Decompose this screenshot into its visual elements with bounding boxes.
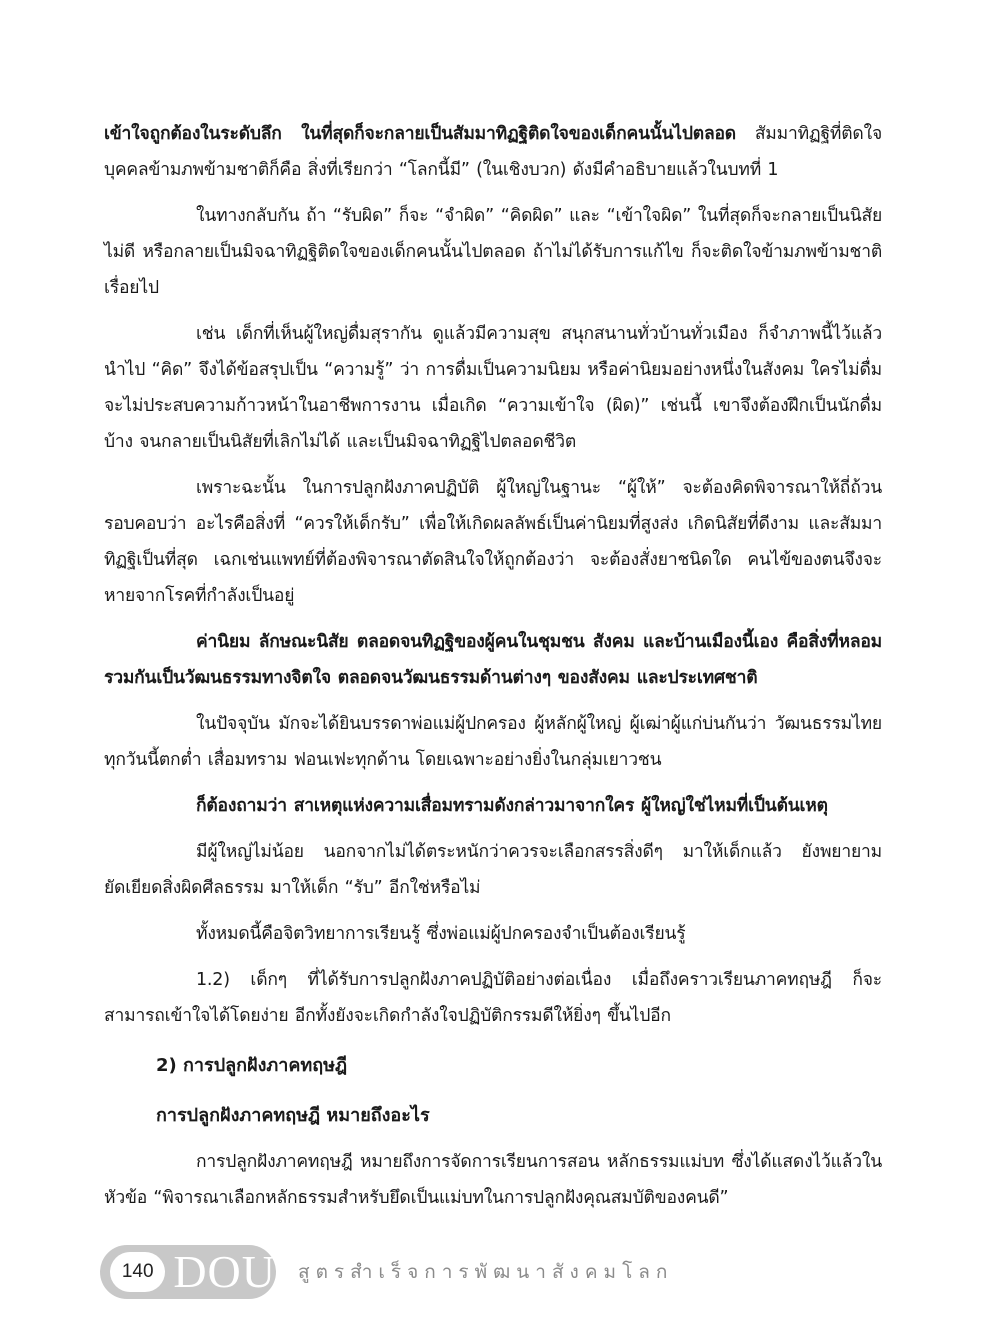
footer-logo-pill — [100, 1245, 276, 1299]
paragraph-5-bold: ค่านิยม ลักษณะนิสัย ตลอดจนทิฏฐิของผู้คนในชุมชน สังคม และบ้านเมืองนี้เอง คือสิ่งที่หลอมรวมกันเป็นวัฒนธรรมทางจิตใจ ตลอดจนวัฒนธรรมด้านต่างๆ ของสังคม และประเทศชาติ — [104, 632, 882, 688]
paragraph-10: 1.2) เด็กๆ ที่ได้รับการปลูกฝังภาคปฏิบัติอย่างต่อเนื่อง เมื่อถึงคราวเรียนภาคทฤษฎี ก็จะสามารถเข้าใจได้โดยง่าย อีกทั้งยังจะเกิดกำลังใจปฏิบัติกรรมดีให้ยิ่งๆ ขึ้นไปอีก — [104, 970, 882, 1026]
paragraph-8: มีผู้ใหญ่ไม่น้อย นอกจากไม่ได้ตระหนักว่าควรจะเลือกสรรสิ่งดีๆ มาให้เด็กแล้ว ยังพยายามยัดเยียดสิ่งผิดศีลธรรม มาให้เด็ก “รับ” อีกใช่หรือไม่ — [104, 842, 882, 898]
paragraph-2: ในทางกลับกัน ถ้า “รับผิด” ก็จะ “จำผิด” “คิดผิด” และ “เข้าใจผิด” ในที่สุดก็จะกลายเป็นนิสัยไม่ดี หรือกลายเป็นมิจฉาทิฏฐิติดใจของเด็กคนนั้นไปตลอด ถ้าไม่ได้รับการแก้ไข ก็จะติดใจข้ามภพข้ามชาติเรื่อยไป — [104, 206, 882, 298]
paragraph-11: การปลูกฝังภาคทฤษฎี หมายถึงการจัดการเรียนการสอน หลักธรรมแม่บท ซึ่งได้แสดงไว้แล้วในหัวข้อ “พิจารณาเลือกหลักธรรมสำหรับยึดเป็นแม่บทในการปลูกฝังคุณสมบัติของคนดี” — [104, 1152, 882, 1208]
paragraph-1 — [104, 116, 882, 188]
dou-logo-text: DOU — [173, 1246, 276, 1297]
paragraph-1-bold: เข้าใจถูกต้องในระดับลึก ในที่สุดก็จะกลายเป็นสัมมาทิฏฐิติดใจของเด็กคนนั้นไปตลอด — [104, 124, 736, 144]
paragraph-1-text: สัมมาทิฏฐิที่ติดใจบุคคลข้ามภพข้ามชาติก็คือ สิ่งที่เรียกว่า “โลกนี้มี” (ในเชิงบวก) ดังมีคำอธิบายแล้วในบทที่ 1 — [104, 124, 882, 180]
paragraph-9: ทั้งหมดนี้คือจิตวิทยาการเรียนรู้ ซึ่งพ่อแม่ผู้ปกครองจำเป็นต้องเรียนรู้ — [196, 924, 686, 944]
subsection-heading: การปลูกฝังภาคทฤษฎี หมายถึงอะไร — [156, 1105, 430, 1126]
page-number: 140 — [110, 1252, 165, 1292]
paragraph-7-bold: ก็ต้องถามว่า สาเหตุแห่งความเสื่อมทรามดังกล่าวมาจากใคร ผู้ใหญ่ใช่ไหมที่เป็นต้นเหตุ — [196, 796, 828, 816]
paragraph-6: ในปัจจุบัน มักจะได้ยินบรรดาพ่อแม่ผู้ปกครอง ผู้หลักผู้ใหญ่ ผู้เฒ่าผู้แก่บ่นกันว่า วัฒนธรรมไทยทุกวันนี้ตกต่ำ เสื่อมทราม ฟอนเฟะทุกด้าน โดยเฉพาะอย่างยิ่งในกลุ่มเยาวชน — [104, 714, 882, 770]
page-footer — [100, 1244, 673, 1300]
page-body — [104, 116, 882, 1216]
paragraph-4: เพราะฉะนั้น ในการปลูกฝังภาคปฏิบัติ ผู้ใหญ่ในฐานะ “ผู้ให้” จะต้องคิดพิจารณาให้ถี่ถ้วนรอบคอบว่า อะไรคือสิ่งที่ “ควรให้เด็กรับ” เพื่อให้เกิดผลลัพธ์เป็นค่านิยมที่สูงส่ง เกิดนิสัยที่ดีงาม และสัมมาทิฏฐิเป็นที่สุด เฉกเช่นแพทย์ที่ต้องพิจารณาตัดสินใจให้ถูกต้องว่า จะต้องสั่งยาชนิดใด คนไข้ของตนจึงจะหายจากโรคที่กำลังเป็นอยู่ — [104, 478, 882, 606]
book-title: สูตรสำเร็จการพัฒนาสังคมโลก — [298, 1261, 674, 1283]
paragraph-3: เช่น เด็กที่เห็นผู้ใหญ่ดื่มสุรากัน ดูแล้วมีความสุข สนุกสนานทั่วบ้านทั่วเมือง ก็จำภาพนี้ไว้แล้วนำไป “คิด” จึงได้ข้อสรุปเป็น “ความรู้” ว่า การดื่มเป็นความนิยม หรือค่านิยมอย่างหนึ่งในสังคม ใครไม่ดื่มจะไม่ประสบความก้าวหน้าในอาชีพการงาน เมื่อเกิด “ความเข้าใจ (ผิด)” เช่นนี้ เขาจึงต้องฝึกเป็นนักดื่มบ้าง จนกลายเป็นนิสัยที่เลิกไม่ได้ และเป็นมิจฉาทิฏฐิไปตลอดชีวิต — [104, 324, 882, 452]
section-heading: 2) การปลูกฝังภาคทฤษฎี — [156, 1055, 348, 1076]
